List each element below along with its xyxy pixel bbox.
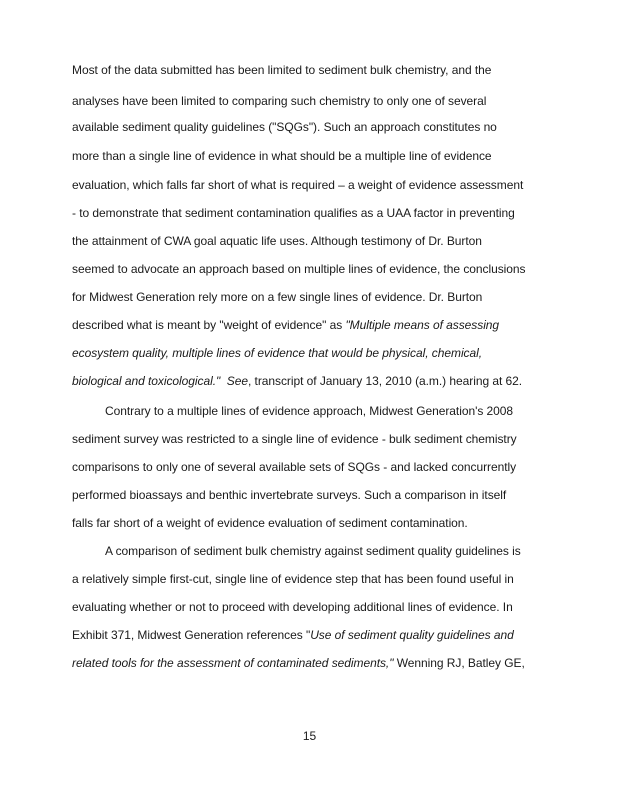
p1-line-9: for Midwest Generation rely more on a few single lines of evidence. Dr. Burton xyxy=(72,290,483,304)
p1-line-10-quote: "Multiple means of assessing xyxy=(345,318,500,332)
p2-line-3: comparisons to only one of several available sets of SQGs - and lacked concurrently xyxy=(72,460,517,474)
p1-line-10 xyxy=(72,317,552,333)
p3-line-2: a relatively simple first-cut, single line of evidence step that has been found useful in xyxy=(72,572,514,586)
p2-line-1: Contrary to a multiple lines of evidence approach, Midwest Generation's 2008 xyxy=(105,404,514,418)
p1-line-4: more than a single line of evidence in what should be a multiple line of evidence xyxy=(72,149,492,163)
p3-line-5-title: related tools for the assessment of contaminated sediments," xyxy=(72,656,394,670)
p1-line-6: - to demonstrate that sediment contamination qualifies as a UAA factor in preventing xyxy=(72,206,515,220)
p3-line-3: evaluating whether or not to proceed with developing additional lines of evidence. In xyxy=(72,600,513,614)
p1-line-12-citation: , transcript of January 13, 2010 (a.m.) hearing at 62. xyxy=(247,374,523,388)
p1-line-12-quote: biological and toxicological." xyxy=(72,374,221,388)
p1-line-2: analyses have been limited to comparing such chemistry to only one of several xyxy=(72,94,487,108)
page-number: 15 xyxy=(302,729,317,743)
p2-line-5: falls far short of a weight of evidence evaluation of sediment contamination. xyxy=(72,516,468,530)
p2-line-4: performed bioassays and benthic invertebrate surveys. Such a comparison in itself xyxy=(72,488,507,502)
p1-line-12-see: See xyxy=(226,374,248,388)
p1-line-12 xyxy=(72,373,552,389)
p1-line-3: available sediment quality guidelines ("SQGs"). Such an approach constitutes no xyxy=(72,120,497,134)
p3-line-4-title: Use of sediment quality guidelines and xyxy=(310,628,514,642)
p2-line-2: sediment survey was restricted to a single line of evidence - bulk sediment chemistry xyxy=(72,432,517,446)
p1-line-8: seemed to advocate an approach based on multiple lines of evidence, the conclusions xyxy=(72,262,526,276)
p1-line-7: the attainment of CWA goal aquatic life uses. Although testimony of Dr. Burton xyxy=(72,234,482,248)
p3-line-5 xyxy=(72,655,552,671)
p1-line-1: Most of the data submitted has been limited to sediment bulk chemistry, and the xyxy=(72,63,492,77)
p3-line-4 xyxy=(72,627,552,643)
p1-line-10-text: described what is meant by "weight of evidence" as xyxy=(72,318,346,332)
p3-line-1: A comparison of sediment bulk chemistry against sediment quality guidelines is xyxy=(105,544,521,558)
p1-line-11 xyxy=(72,345,552,361)
p3-line-5-authors: Wenning RJ, Batley GE, xyxy=(393,656,525,670)
p1-line-5: evaluation, which falls far short of what is required – a weight of evidence assessment xyxy=(72,178,524,192)
p1-line-11-quote: ecosystem quality, multiple lines of evidence that would be physical, chemical, xyxy=(72,346,483,360)
p3-line-4-text: Exhibit 371, Midwest Generation references " xyxy=(72,628,311,642)
